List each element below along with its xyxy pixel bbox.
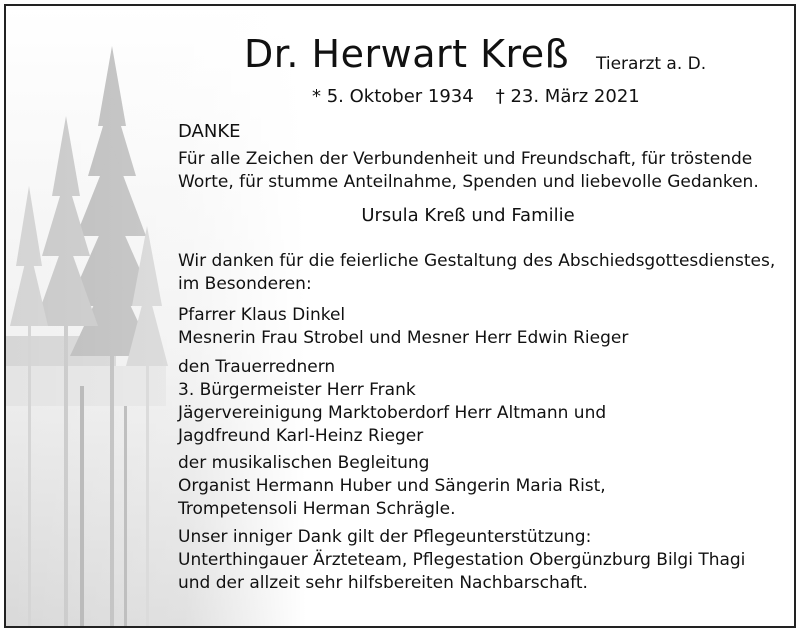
text-line: den Trauerrednern	[178, 357, 336, 377]
text-line: Unser inniger Dank gilt der Pflegeunterstützung:	[178, 527, 592, 547]
music-paragraph	[178, 452, 778, 521]
text-line: Pfarrer Klaus Dinkel	[178, 305, 346, 325]
text-line: Jägervereinigung Marktoberdorf Herr Altmann und	[178, 403, 607, 423]
obituary-card	[4, 4, 796, 628]
text-line: Trompetensoli Herman Schrägle.	[178, 499, 456, 519]
family-signature: Ursula Kreß und Familie	[361, 205, 575, 226]
text-line: Für alle Zeichen der Verbundenheit und Freundschaft, für tröstende	[178, 149, 753, 169]
text-line: Wir danken für die feierliche Gestaltung des Abschiedsgottesdienstes,	[178, 251, 776, 271]
thanks-paragraph	[178, 148, 778, 194]
text-line: Worte, für stumme Anteilnahme, Spenden und liebevolle Gedanken.	[178, 172, 759, 192]
text-line: 3. Bürgermeister Herr Frank	[178, 380, 416, 400]
text-line: im Besonderen:	[178, 274, 312, 294]
text-line: Organist Hermann Huber und Sängerin Maria Rist,	[178, 476, 606, 496]
text-line: und der allzeit sehr hilfsbereiten Nachbarschaft.	[178, 573, 588, 593]
clergy-paragraph	[178, 304, 778, 350]
birth-date: * 5. Oktober 1934	[312, 86, 474, 107]
care-paragraph	[178, 526, 778, 595]
funeral-intro-paragraph	[178, 250, 778, 296]
text-line: Unterthingauer Ärzteteam, Pflegestation Obergünzburg Bilgi Thagi	[178, 550, 746, 570]
danke-heading: DANKE	[178, 121, 241, 142]
deceased-name: Dr. Herwart Kreß	[244, 32, 570, 76]
text-line: Mesnerin Frau Strobel und Mesner Herr Edwin Rieger	[178, 328, 629, 348]
deceased-title: Tierarzt a. D.	[596, 54, 707, 74]
death-date: † 23. März 2021	[495, 86, 640, 107]
speakers-paragraph	[178, 356, 778, 448]
life-dates	[312, 86, 640, 108]
text-line: der musikalischen Begleitung	[178, 453, 430, 473]
text-line: Jagdfreund Karl-Heinz Rieger	[178, 426, 424, 446]
